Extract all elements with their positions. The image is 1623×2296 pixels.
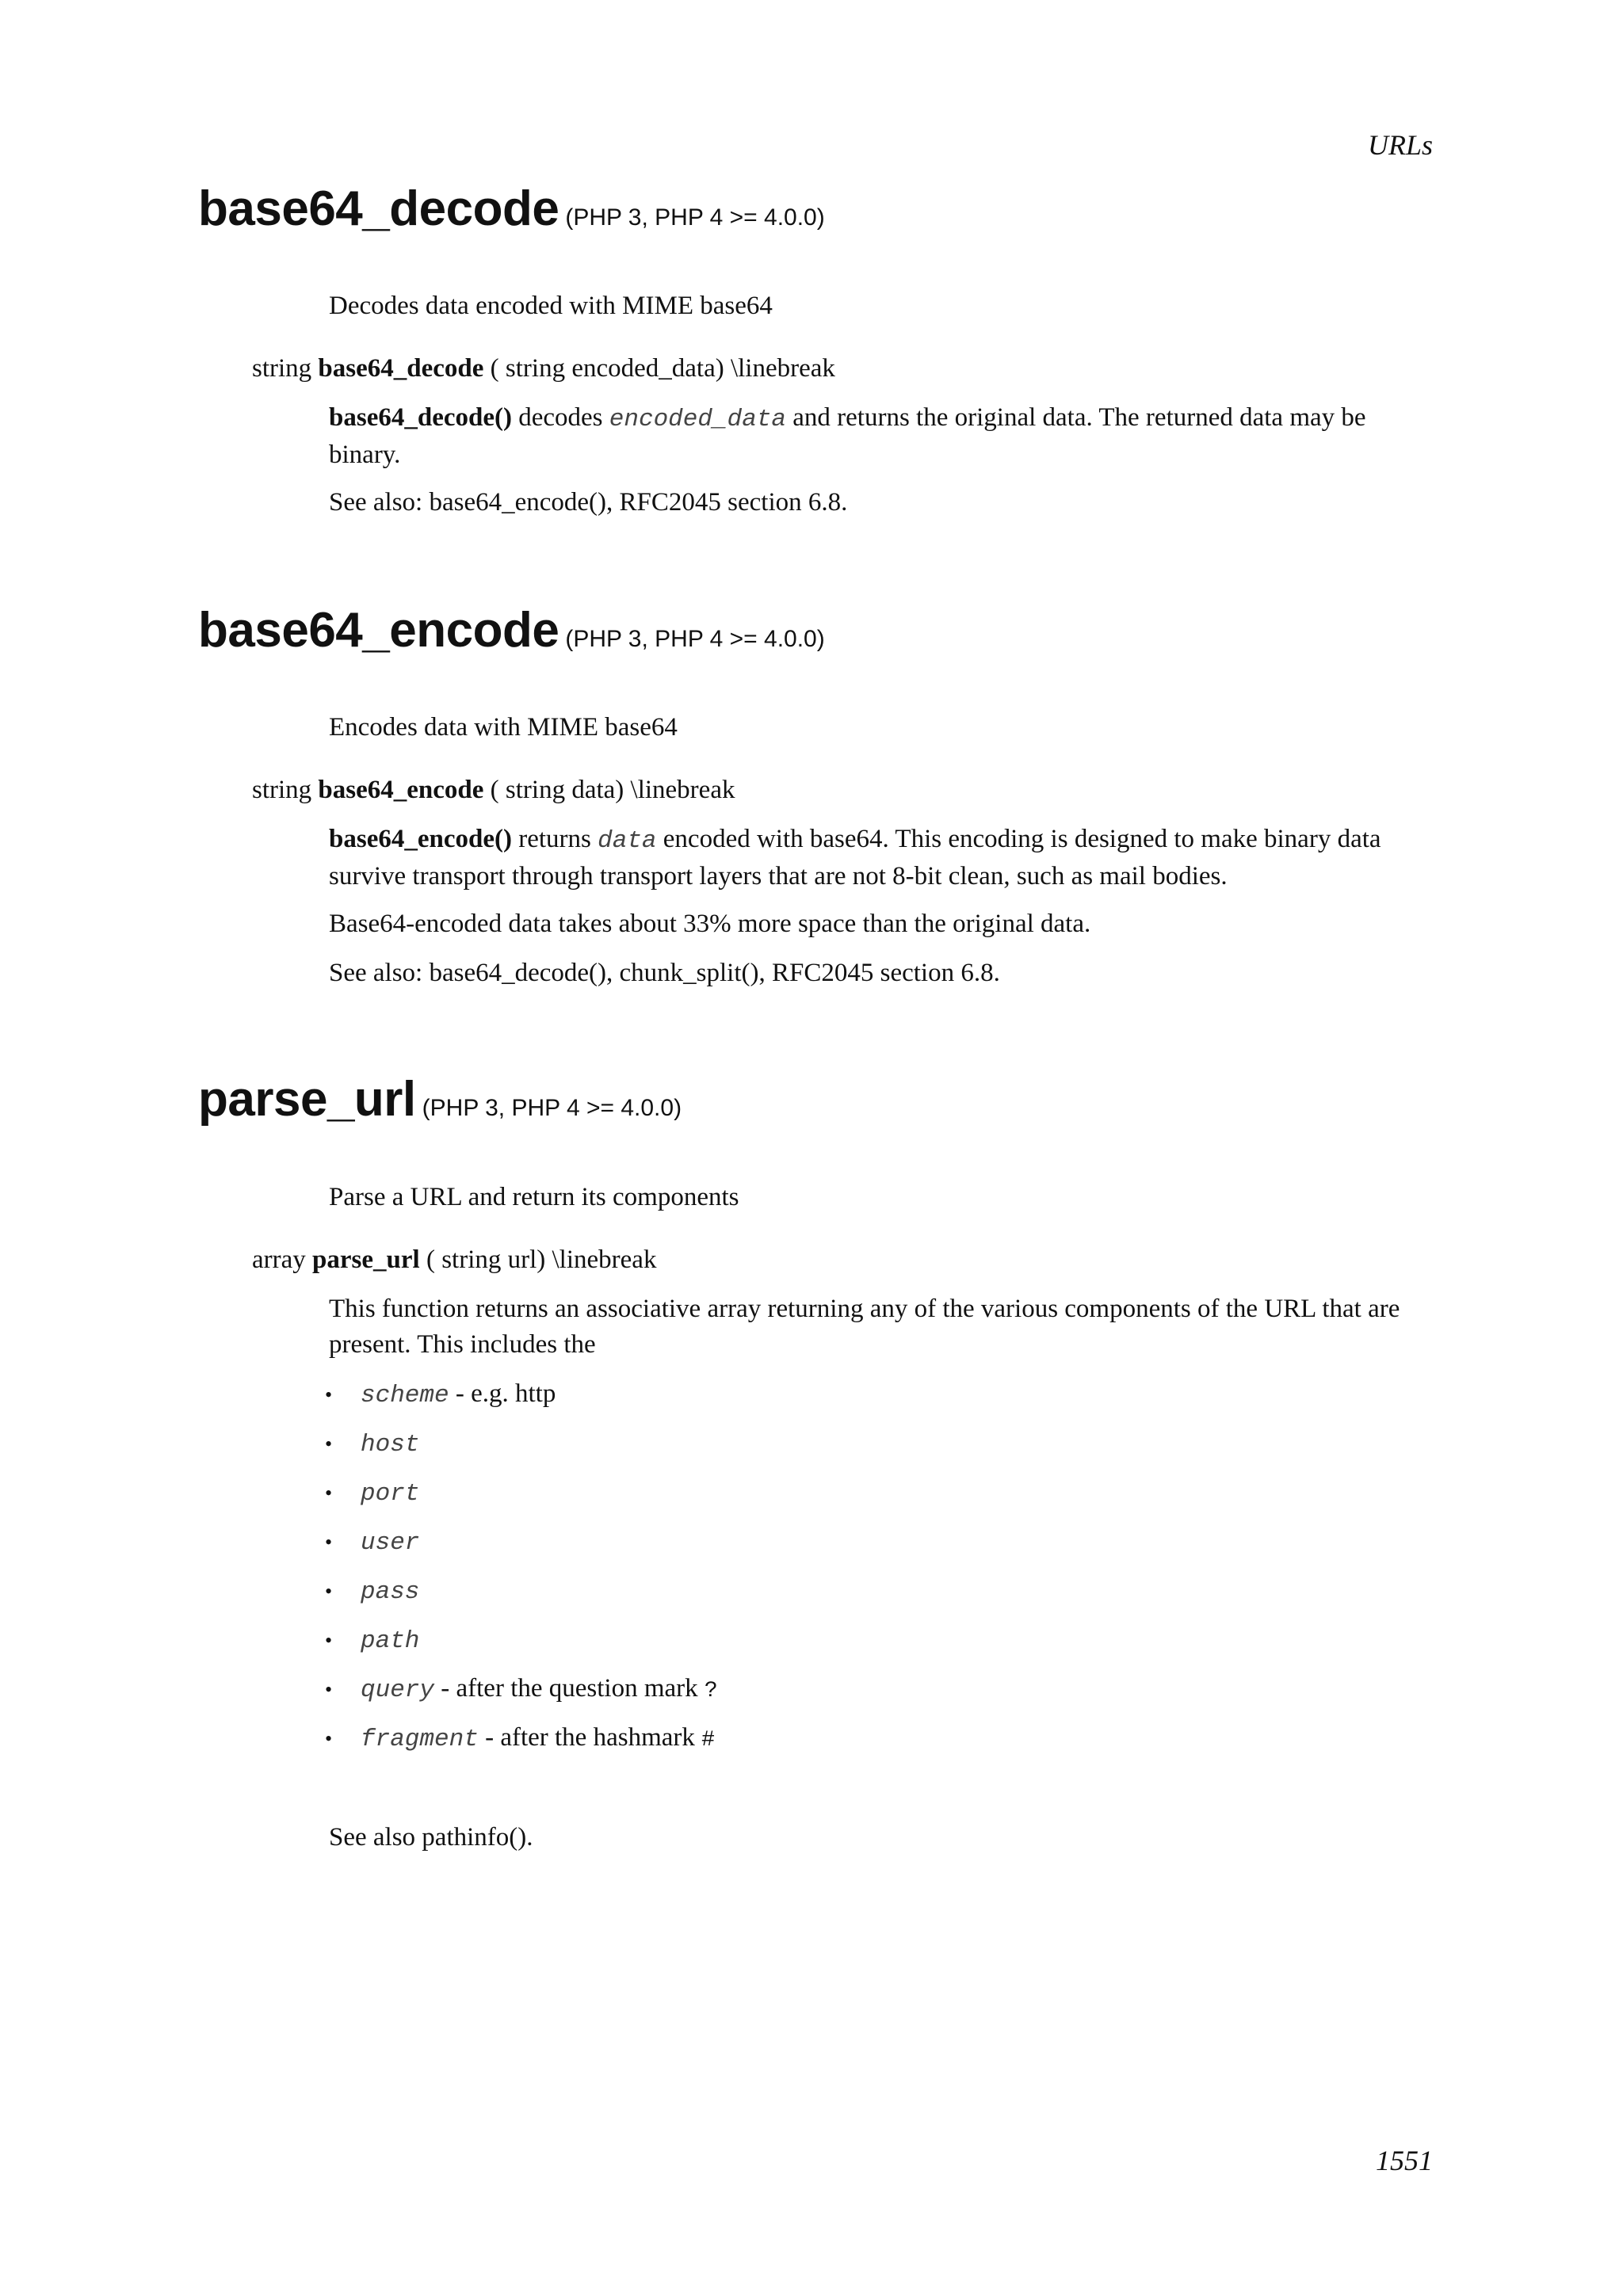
function-description: base64_encode() returns data encoded with base64. This encoding is designed to make binary data survive transport through transport layers that are not 8-bit clean, such as mail bodies. bbox=[329, 825, 1381, 891]
list-item bbox=[325, 1622, 1355, 1671]
return-type: string bbox=[252, 776, 312, 804]
function-purpose: Parse a URL and return its components bbox=[329, 1183, 739, 1211]
synopsis-args: ( string data) \linebreak bbox=[490, 776, 735, 804]
bullet: • bbox=[325, 1482, 333, 1505]
list-item bbox=[325, 1524, 1355, 1573]
synopsis-args: ( string encoded_data) \linebreak bbox=[490, 354, 835, 383]
version-note: (PHP 3, PHP 4 >= 4.0.0) bbox=[565, 626, 825, 652]
list-item bbox=[325, 1376, 1355, 1425]
function-purpose: Decodes data encoded with MIME base64 bbox=[329, 292, 773, 320]
list-item bbox=[325, 1425, 1355, 1474]
component-name: fragment bbox=[361, 1726, 479, 1753]
see-also: See also: base64_decode(), chunk_split(), RFC2045 section 6.8. bbox=[329, 959, 1000, 987]
synopsis-args: ( string url) \linebreak bbox=[426, 1245, 657, 1274]
page-number: 1551 bbox=[1376, 2145, 1433, 2176]
function-description: This function returns an associative array returning any of the various components of the URL that are present. This includes the bbox=[329, 1295, 1400, 1359]
see-also: See also pathinfo(). bbox=[329, 1823, 533, 1852]
component-name: scheme bbox=[361, 1382, 449, 1409]
function-purpose: Encodes data with MIME base64 bbox=[329, 713, 678, 742]
bullet: • bbox=[325, 1383, 333, 1406]
synopsis-function-name: base64_decode bbox=[318, 354, 484, 383]
see-also: See also: base64_encode(), RFC2045 section 6.8. bbox=[329, 488, 848, 517]
function-title: base64_encode bbox=[198, 603, 559, 658]
synopsis-function-name: parse_url bbox=[312, 1245, 420, 1274]
running-head: URLs bbox=[1367, 129, 1433, 161]
function-synopsis bbox=[252, 351, 1441, 387]
bullet: • bbox=[325, 1580, 333, 1603]
size-note: Base64-encoded data takes about 33% more space than the original data. bbox=[329, 910, 1091, 938]
hashmark-symbol: # bbox=[701, 1728, 715, 1753]
question-mark-symbol: ? bbox=[704, 1679, 718, 1703]
description-function-ref: base64_encode() bbox=[329, 825, 512, 853]
component-name: port bbox=[361, 1480, 420, 1508]
return-type: string bbox=[252, 354, 312, 383]
bullet: • bbox=[325, 1531, 333, 1554]
url-components-list bbox=[325, 1376, 1355, 1769]
component-name: user bbox=[361, 1529, 420, 1557]
component-name: host bbox=[361, 1431, 420, 1459]
function-description: base64_decode() decodes encoded_data and returns the original data. The returned data may be binary. bbox=[329, 403, 1366, 469]
parameter-name: data bbox=[598, 827, 657, 855]
section-heading-base64-decode bbox=[198, 181, 825, 237]
component-name: pass bbox=[361, 1578, 420, 1606]
parameter-name: encoded_data bbox=[609, 406, 787, 433]
component-name: path bbox=[361, 1627, 420, 1655]
section-heading-base64-encode bbox=[198, 602, 825, 658]
synopsis-function-name: base64_encode bbox=[318, 776, 484, 804]
section-heading-parse-url bbox=[198, 1071, 682, 1127]
function-title: base64_decode bbox=[198, 181, 559, 236]
version-note: (PHP 3, PHP 4 >= 4.0.0) bbox=[422, 1095, 682, 1121]
function-synopsis bbox=[252, 772, 1441, 808]
function-synopsis bbox=[252, 1242, 1441, 1278]
version-note: (PHP 3, PHP 4 >= 4.0.0) bbox=[565, 204, 825, 231]
bullet: • bbox=[325, 1727, 333, 1750]
list-item bbox=[325, 1474, 1355, 1524]
component-note: - e.g. http bbox=[449, 1379, 556, 1408]
list-item: • query - after the question mark ? bbox=[325, 1671, 1355, 1720]
bullet: • bbox=[325, 1678, 333, 1701]
return-type: array bbox=[252, 1245, 306, 1274]
bullet: • bbox=[325, 1432, 333, 1455]
list-item bbox=[325, 1573, 1355, 1622]
function-title: parse_url bbox=[198, 1072, 416, 1127]
description-function-ref: base64_decode() bbox=[329, 403, 512, 432]
bullet: • bbox=[325, 1629, 333, 1652]
list-item: • fragment - after the hashmark # bbox=[325, 1720, 1355, 1769]
component-name: query bbox=[361, 1676, 435, 1704]
